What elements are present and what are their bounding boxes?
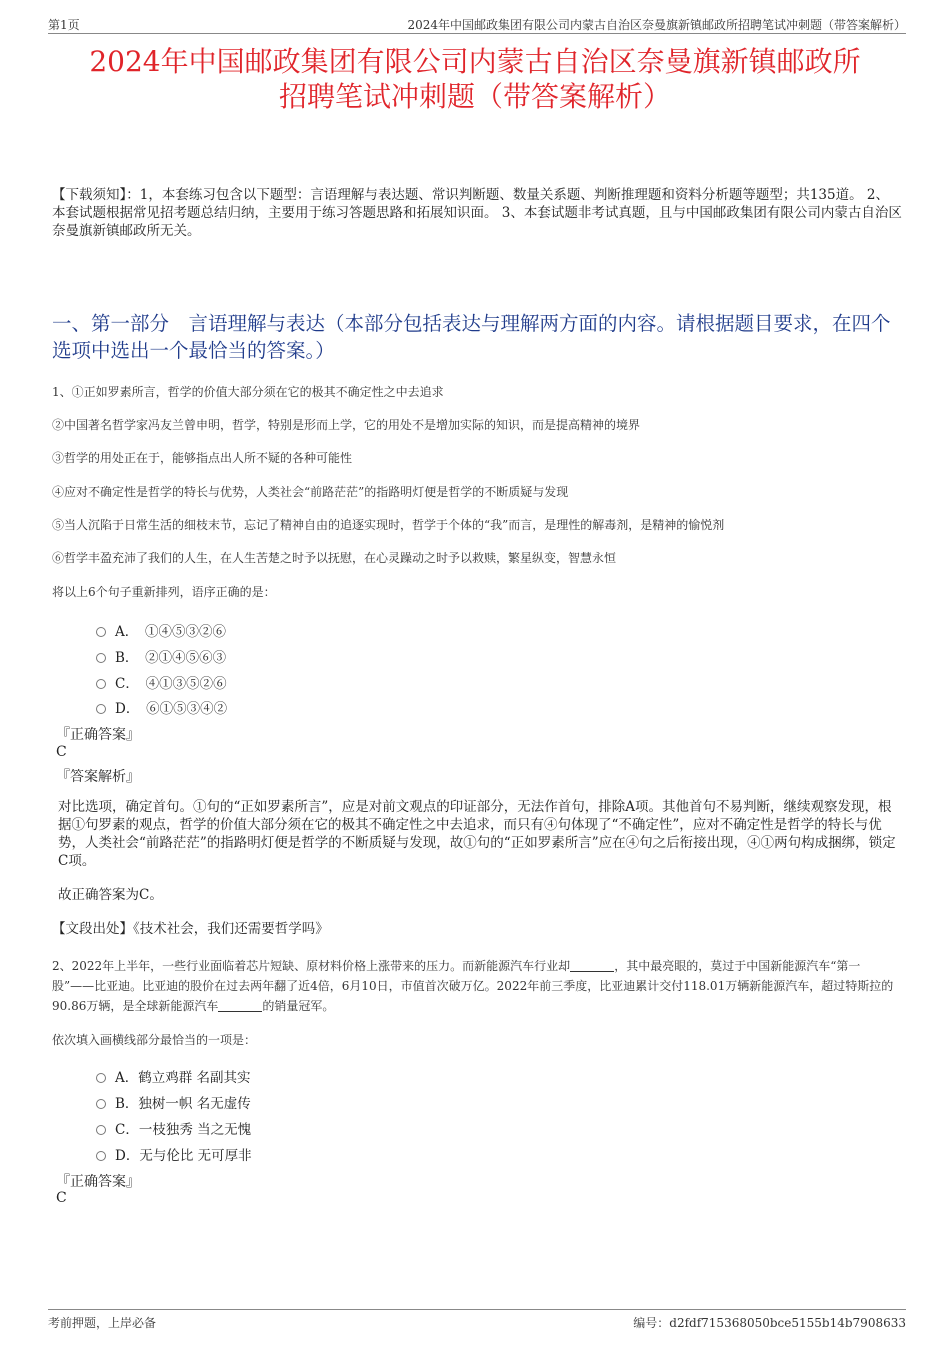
radio-icon[interactable] bbox=[96, 704, 106, 714]
page-header bbox=[48, 14, 906, 34]
q1-sentence-6: ⑥哲学丰盈充沛了我们的人生，在人生苦楚之时予以抚慰，在心灵躁动之时予以救赎，繁星纵变，智慧永恒 bbox=[52, 551, 617, 565]
q2-prompt: 依次填入画横线部分最恰当的一项是： bbox=[52, 1033, 257, 1047]
q1-option-d[interactable]: D． ⑥①⑤③④② bbox=[96, 697, 227, 717]
q1-option-b[interactable]: B． ②①④⑤⑥③ bbox=[96, 646, 226, 666]
radio-icon[interactable] bbox=[96, 1151, 106, 1161]
q1-sentence-5: ⑤当人沉陷于日常生活的细枝末节，忘记了精神自由的追逐实现时，哲学于个体的“我”而言，是理性的解毒剂，是精神的愉悦剂 bbox=[52, 518, 725, 532]
q1-sentence-2: ②中国著名哲学家冯友兰曾申明，哲学，特别是形而上学，它的用处不是增加实际的知识，而是提高精神的境界 bbox=[52, 418, 641, 432]
fill-blank-2 bbox=[218, 1000, 262, 1012]
q2-option-b[interactable]: B．独树一帜 名无虚传 bbox=[96, 1092, 251, 1112]
radio-icon[interactable] bbox=[96, 1099, 106, 1109]
q2-option-c[interactable]: C．一枝独秀 当之无愧 bbox=[96, 1118, 251, 1138]
q1-prompt: 将以上6个句子重新排列，语序正确的是： bbox=[52, 585, 276, 599]
q1-source: 【文段出处】《技术社会，我们还需要哲学吗》 bbox=[52, 921, 329, 937]
q1-option-c[interactable]: C． ④①③⑤②⑥ bbox=[96, 672, 227, 692]
radio-icon[interactable] bbox=[96, 627, 106, 637]
q1-conclusion: 故正确答案为C。 bbox=[58, 887, 163, 903]
radio-icon[interactable] bbox=[96, 1125, 106, 1135]
title-line-1: 2024年中国邮政集团有限公司内蒙古自治区奈曼旗新镇邮政所 bbox=[89, 45, 861, 78]
footer-serial: 编号：d2fdf715368050bce5155b14b7908633 bbox=[633, 1316, 906, 1330]
q2-passage: 2、2022年上半年，一些行业面临着芯片短缺、原材料价格上涨带来的压力。而新能源汽车行业却 ，其中最亮眼的，莫过于中国新能源汽车“第一股”——比亚迪。比亚迪的股价在过去两年翻了近4倍，6月10日，市值首次破万亿。2022年前三季度，比亚迪累计交付118.01万辆新能源汽车，超过特斯拉的90.86万辆，是全球新能源汽车 的销量冠军。 bbox=[52, 959, 894, 1013]
fill-blank-1 bbox=[570, 960, 614, 972]
q2-answer-label: 『正确答案』 bbox=[56, 1174, 140, 1190]
q1-sentence-3: ③哲学的用处正在于，能够指点出人所不疑的各种可能性 bbox=[52, 451, 353, 465]
q2-option-d[interactable]: D．无与伦比 无可厚非 bbox=[96, 1144, 252, 1164]
radio-icon[interactable] bbox=[96, 653, 106, 663]
footer-divider bbox=[48, 1309, 906, 1310]
header-divider bbox=[48, 33, 906, 34]
q1-answer-label: 『正确答案』 bbox=[56, 727, 140, 743]
q1-analysis-label: 『答案解析』 bbox=[56, 769, 140, 785]
download-notice: 【下载须知】：1，本套练习包含以下题型：言语理解与表达题、常识判断题、数量关系题、判断推理题和资料分析题等题型；共135道。 2、本套试题根据常见招考题总结归纳，主要用于练习答题思路和拓展知识面。 3、本套试题非考试真题，且与中国邮政集团有限公司内蒙古自治区奈曼旗新镇邮政所无关。 bbox=[52, 187, 902, 239]
q1-option-a[interactable]: A． ①④⑤③②⑥ bbox=[96, 620, 226, 640]
q1-analysis: 对比选项，确定首句。①句的“正如罗素所言”，应是对前文观点的印证部分，无法作首句，排除A项。其他首句不易判断，继续观察发现，根据①句罗素的观点，哲学的价值大部分须在它的极其不确定性之中去追求，而只有④句体现了“不确定性”，应对不确定性是哲学的特长与优势，人类社会“前路茫茫”的指路明灯便是哲学的不断质疑与发现，故①句的“正如罗素所言”应在④句之后衔接出现，④①两句构成捆绑，锁定C项。 bbox=[58, 799, 896, 869]
radio-icon[interactable] bbox=[96, 679, 106, 689]
document-title bbox=[40, 44, 910, 114]
q2-option-a[interactable]: A．鹤立鸡群 名副其实 bbox=[96, 1066, 251, 1086]
q1-sentence-4: ④应对不确定性是哲学的特长与优势，人类社会“前路茫茫”的指路明灯便是哲学的不断质疑与发现 bbox=[52, 485, 569, 499]
q1-sentence-1: 1、①正如罗素所言，哲学的价值大部分须在它的极其不确定性之中去追求 bbox=[52, 385, 444, 399]
q2-answer: C bbox=[56, 1190, 67, 1206]
title-line-2: 招聘笔试冲刺题（带答案解析） bbox=[278, 80, 671, 113]
footer-slogan: 考前押题，上岸必备 bbox=[48, 1316, 157, 1330]
page-number: 第1页 bbox=[48, 18, 80, 32]
section-heading: 一、第一部分 言语理解与表达（本部分包括表达与理解两方面的内容。请根据题目要求，在四个选项中选出一个最恰当的答案。） bbox=[52, 312, 891, 362]
radio-icon[interactable] bbox=[96, 1073, 106, 1083]
header-doc-title: 2024年中国邮政集团有限公司内蒙古自治区奈曼旗新镇邮政所招聘笔试冲刺题（带答案解析） bbox=[407, 18, 906, 32]
q1-answer: C bbox=[56, 744, 67, 760]
